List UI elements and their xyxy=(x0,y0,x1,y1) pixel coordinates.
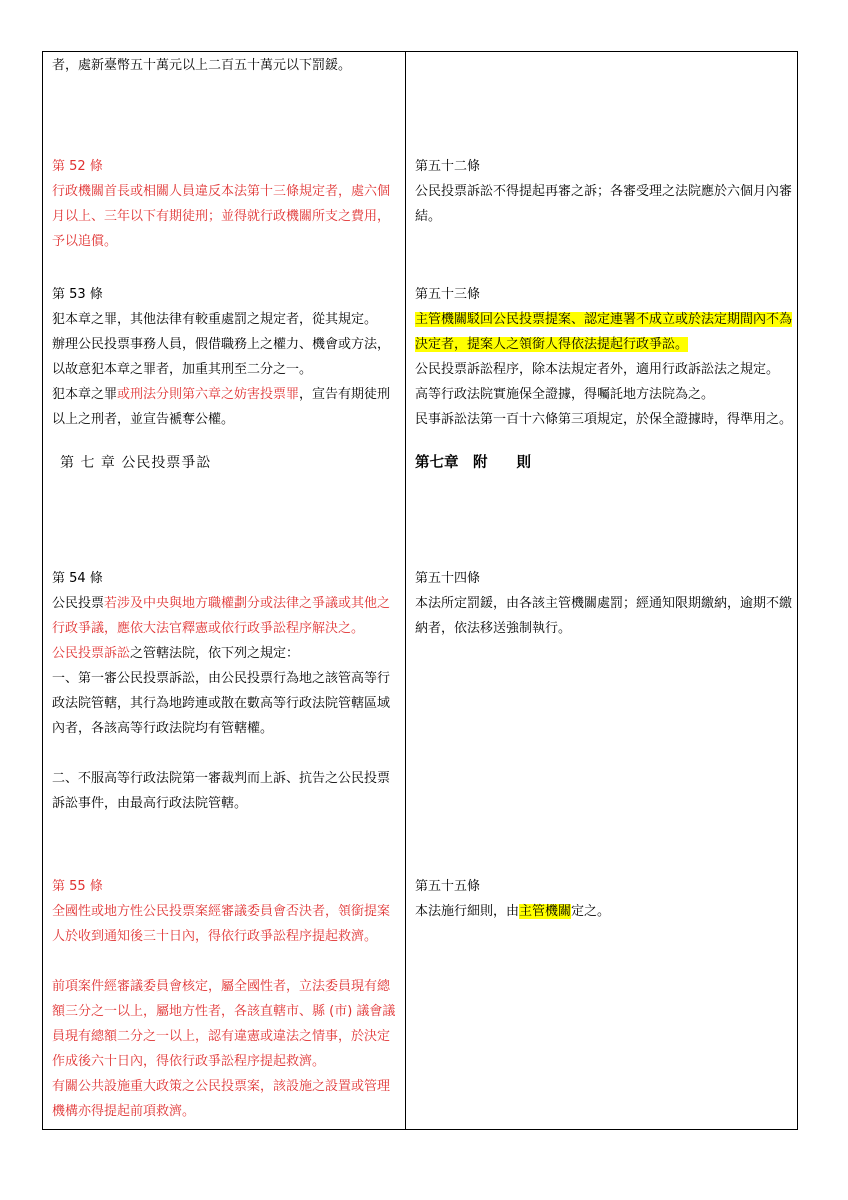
article-para: 二、不服高等行政法院第一審裁判而上訴、抗告之公民投票訴訟事件，由最高行政法院管轄。 xyxy=(52,771,391,811)
article-para: 公民投票訴訟程序，除本法規定者外，適用行政訴訟法之規定。 xyxy=(415,362,780,377)
left-b0-line: 者，處新臺幣五十萬元以上二百五十萬元以下罰鍰。 xyxy=(52,58,352,73)
highlighted-text: 主管機關 xyxy=(519,904,572,919)
right-article-53 xyxy=(415,282,793,432)
text-run: 本法施行細則，由 xyxy=(415,904,520,919)
column-divider xyxy=(405,52,406,1129)
right-article-54 xyxy=(415,566,793,641)
right-column xyxy=(407,52,797,1129)
amended-text: 若涉及中央與地方職權劃分或法律之爭議或其他之行政爭議，應依大法官釋憲或依行政爭訟程序解決之。 xyxy=(52,596,391,636)
article-para: 民事訴訟法第一百十六條第三項規定，於保全證據時，得準用之。 xyxy=(415,412,793,427)
article-para: 辦理公民投票事務人員，假借職務上之權力、機會或方法，以故意犯本章之罪者，加重其刑至二分之一。 xyxy=(52,337,391,377)
article-para xyxy=(52,382,399,432)
article-para: 高等行政法院實施保全證據，得囑託地方法院為之。 xyxy=(415,387,715,402)
article-heading: 第 53 條 xyxy=(52,287,103,302)
article-para: 前項案件經審議委員會核定，屬全國性者，立法委員現有總額三分之一以上，屬地方性者，各該直轄市、縣 (市) 議會議員現有總額二分之一以上，認有違憲或違法之情事，於決定作成後六十日內，得依行政爭訟程序提起救濟。 xyxy=(52,979,396,1069)
left-article-53 xyxy=(52,282,399,432)
article-heading: 第 55 條 xyxy=(52,879,103,894)
article-heading: 第五十二條 xyxy=(415,159,481,174)
text-run: 之管轄法院，依下列之規定： xyxy=(130,646,300,661)
text-run: 定之。 xyxy=(571,904,611,919)
left-article-54 xyxy=(52,566,399,816)
article-heading: 第 52 條 xyxy=(52,159,103,174)
right-article-52 xyxy=(415,154,793,229)
comparison-table xyxy=(42,51,798,1130)
article-heading: 第 54 條 xyxy=(52,571,103,586)
right-article-55 xyxy=(415,874,793,924)
chapter-title: 第 七 章 公民投票爭訟 xyxy=(60,455,212,471)
article-para: 全國性或地方性公民投票案經審議委員會否決者，領銜提案人於收到通知後三十日內，得依行政爭訟程序提起救濟。 xyxy=(52,904,391,944)
article-heading: 第五十三條 xyxy=(415,287,481,302)
chapter-title: 第七章 附 則 xyxy=(415,455,531,471)
left-chapter-heading xyxy=(52,451,399,476)
left-article-55 xyxy=(52,874,399,1124)
left-block-0 xyxy=(52,53,399,78)
left-column xyxy=(43,52,405,1129)
amended-text: 或刑法分則第六章之妨害投票罪 xyxy=(117,387,300,402)
text-run: ，宣告有期徒刑以上之刑者，並宣告褫奪公權。 xyxy=(52,387,391,427)
text-run: 犯本章之罪 xyxy=(52,387,118,402)
highlighted-text: 主管機關駁回公民投票提案、認定連署不成立或於法定期間內不為決定者，提案人之領銜人得依法提起行政爭訟。 xyxy=(415,312,793,352)
article-para xyxy=(415,899,793,924)
article-para: 公民投票訴訟不得提起再審之訴；各審受理之法院應於六個月內審結。 xyxy=(415,184,793,224)
article-heading: 第五十四條 xyxy=(415,571,481,586)
left-article-52 xyxy=(52,154,399,254)
article-para: 一、第一審公民投票訴訟，由公民投票行為地之該管高等行政法院管轄，其行為地跨連或散在數高等行政法院管轄區域內者，各該高等行政法院均有管轄權。 xyxy=(52,671,391,736)
text-run: 公民投票 xyxy=(52,596,105,611)
article-para: 犯本章之罪，其他法律有較重處罰之規定者，從其規定。 xyxy=(52,312,378,327)
article-heading: 第五十五條 xyxy=(415,879,481,894)
article-para xyxy=(52,591,399,641)
right-chapter-heading xyxy=(415,451,793,476)
article-para: 有關公共設施重大政策之公民投票案，該設施之設置或管理機構亦得提起前項救濟。 xyxy=(52,1079,391,1119)
amended-text: 公民投票訴訟 xyxy=(52,646,131,661)
article-para: 本法所定罰鍰，由各該主管機關處罰；經通知限期繳納，逾期不繳納者，依法移送強制執行。 xyxy=(415,596,793,636)
article-text: 行政機關首長或相關人員違反本法第十三條規定者，處六個月以上、三年以下有期徒刑；並得就行政機關所支之費用，予以追償。 xyxy=(52,184,391,249)
article-para xyxy=(52,641,399,666)
article-para xyxy=(415,307,793,357)
